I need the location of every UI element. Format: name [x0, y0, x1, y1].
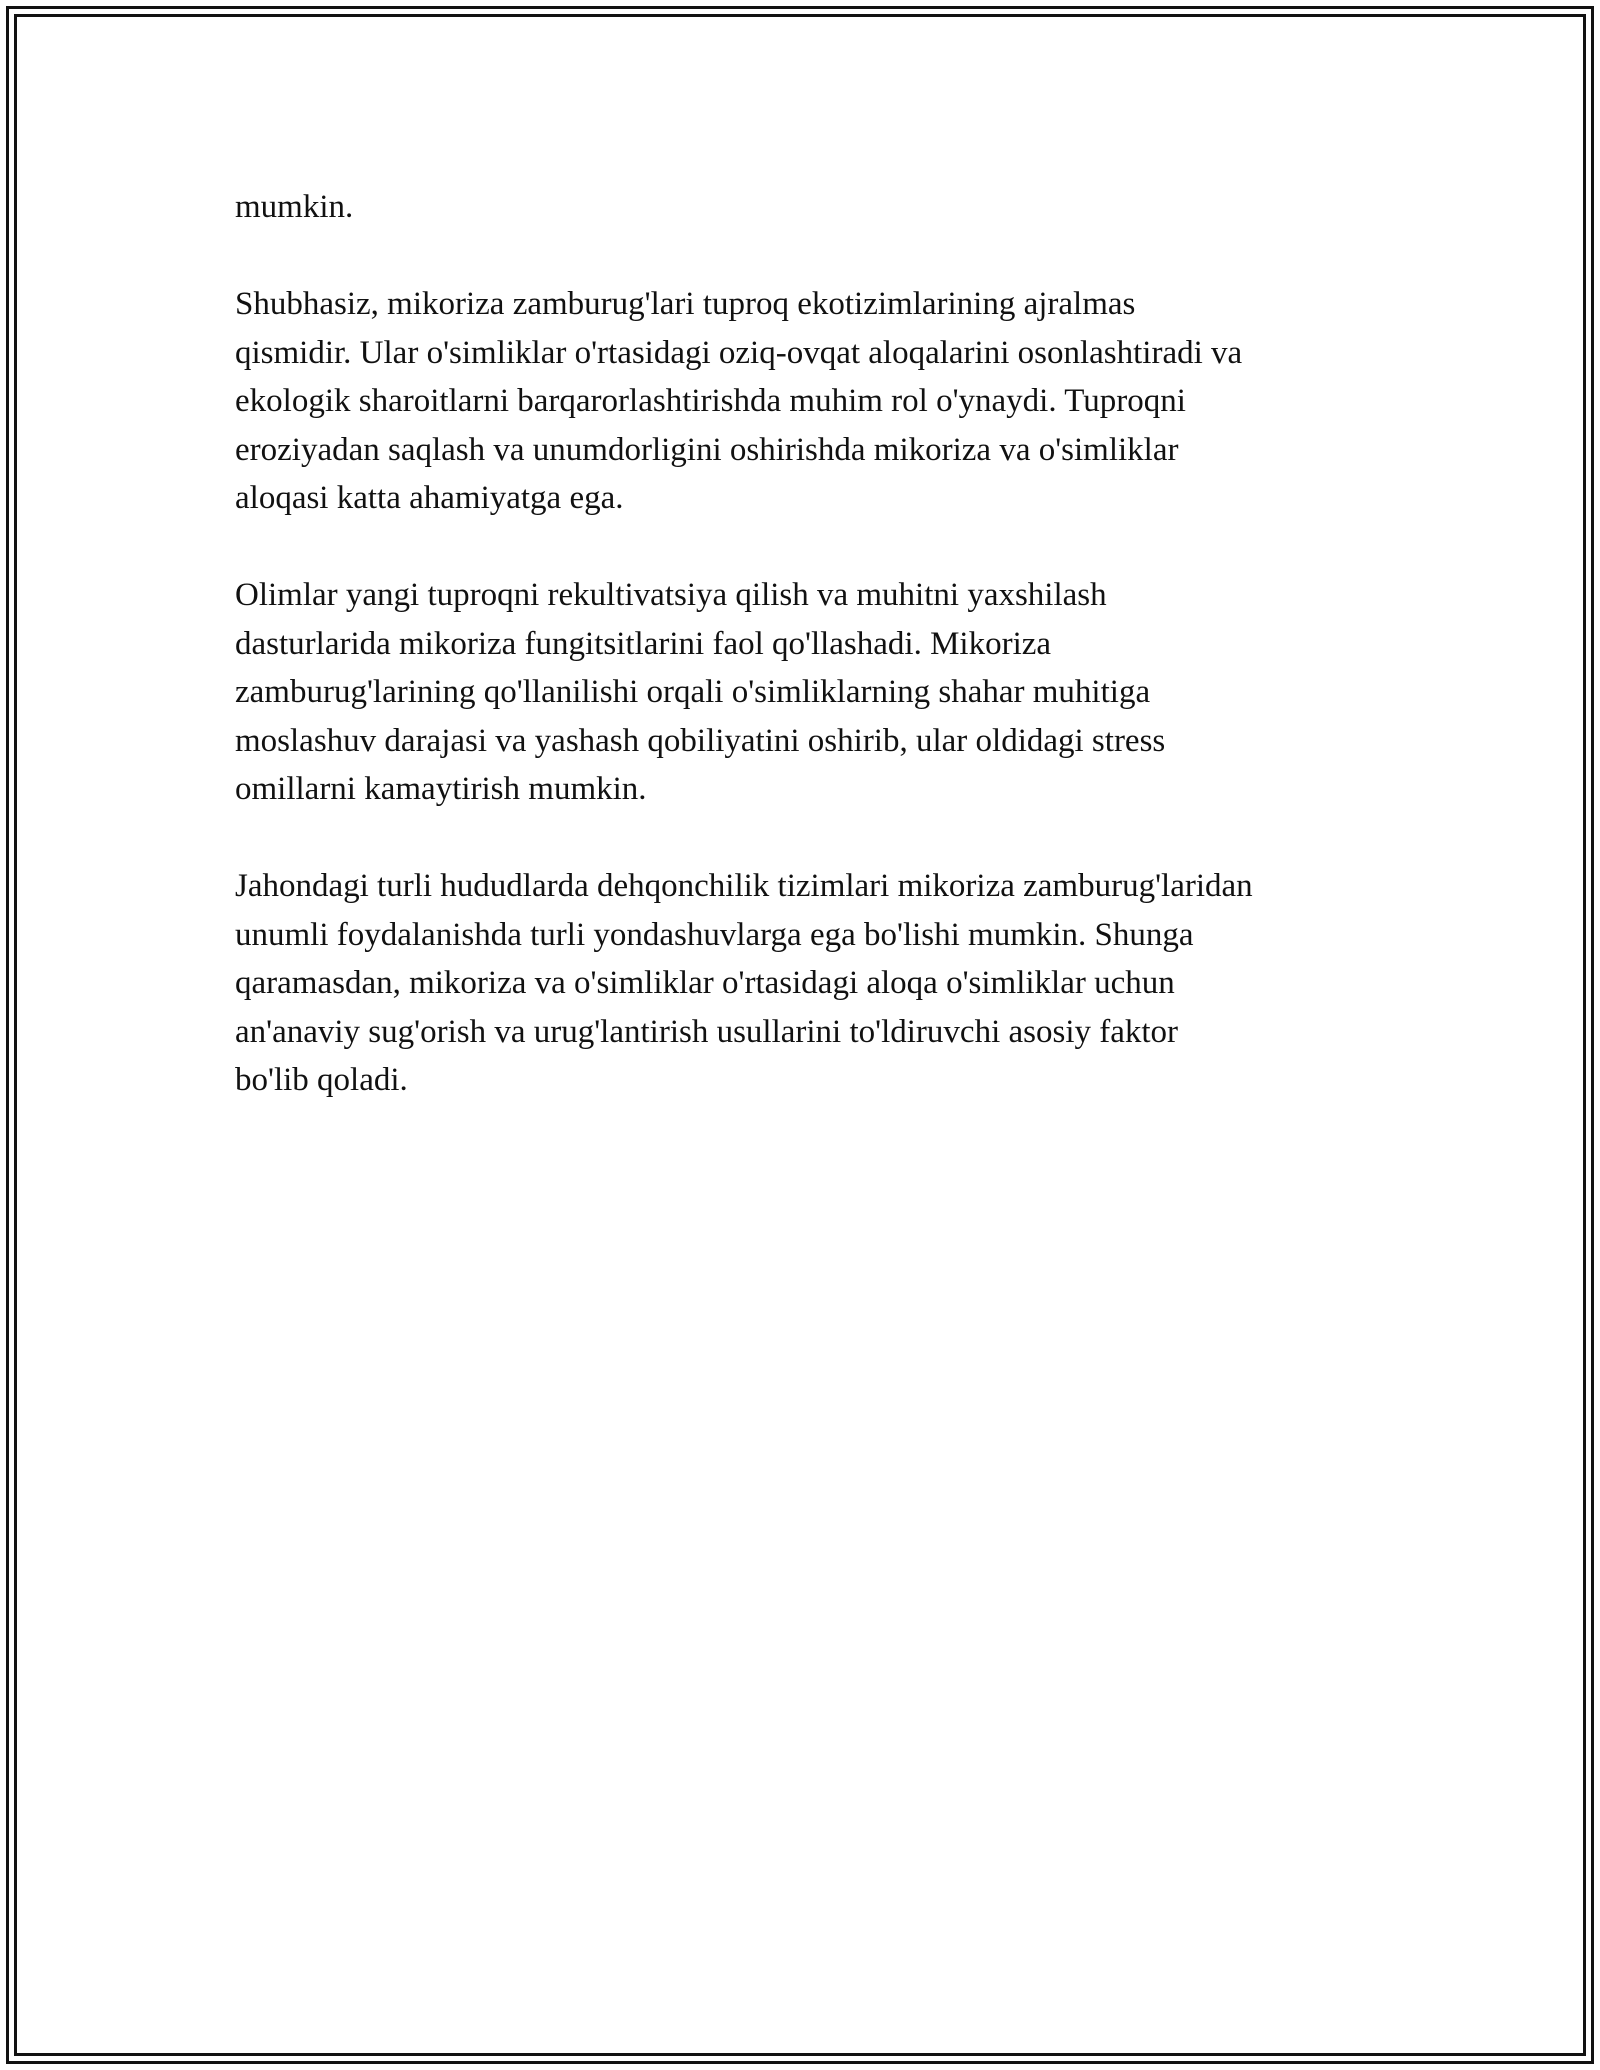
paragraph-mycorrhiza-ecosystems: Shubhasiz, mikoriza zamburug'lari tuproq ekotizimlarining ajralmas qismidir. Ular o'simliklar o'rtasidagi oziq-ovqat aloqalarini osonlashtiradi va ekologik sharoitlarni barqarorlashtirishda muhim rol o'ynaydi. Tuproqni eroziyadan saqlash va unumdorligini oshirishda mikoriza va o'simliklar aloqasi katta ahamiyatga ega. — [235, 286, 1243, 516]
document-body — [235, 183, 1385, 1105]
paragraph-scientists-application: Olimlar yangi tuproqni rekultivatsiya qilish va muhitni yaxshilash dasturlarida mikoriza fungitsitlarini faol qo'llashadi. Mikoriza zamburug'larining qo'llanilishi orqali o'simliklarning shahar muhitiga moslashuv darajasi va yashash qobiliyatini oshirib, ular oldidagi stress omillarni kamaytirish mumkin. — [235, 577, 1166, 807]
paragraph-agriculture-systems: Jahondagi turli hududlarda dehqonchilik tizimlari mikoriza zamburug'laridan unumli foydalanishda turli yondashuvlarga ega bo'lishi mumkin. Shunga qaramasdan, mikoriza va o'simliklar o'rtasidagi aloqa o'simliklar uchun an'anaviy sug'orish va urug'lantirish usullarini to'ldiruvchi asosiy faktor bo'lib qoladi. — [235, 868, 1253, 1098]
paragraph-continuation: mumkin. — [235, 189, 354, 225]
